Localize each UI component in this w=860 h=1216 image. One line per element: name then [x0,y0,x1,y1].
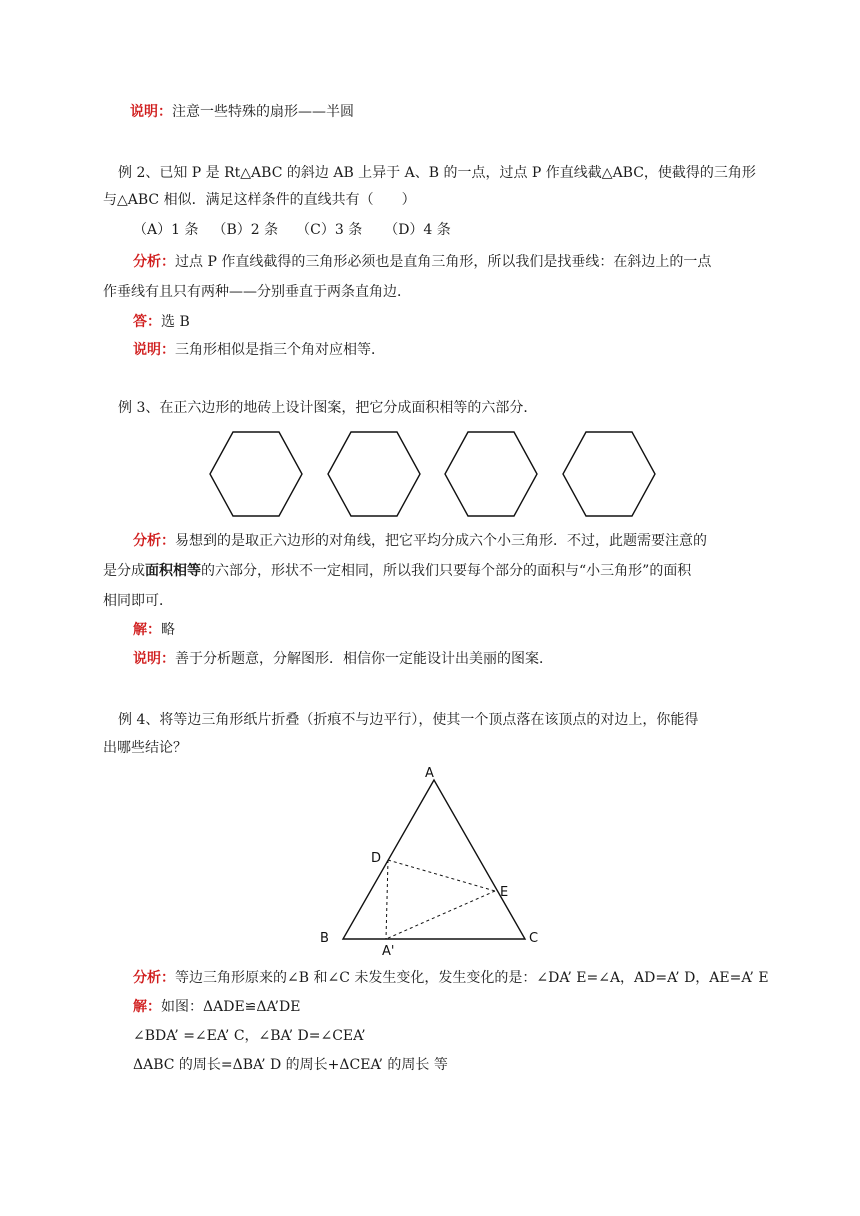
note-1-label: 说明： [130,104,172,120]
example-2-analysis-line-1 [133,252,711,272]
example-3-line-1: 例 3、在正六边形的地砖上设计图案，把它分成面积相等的六部分． [118,400,538,416]
hexagon-2 [328,432,420,516]
solution-label: 解： [133,999,161,1015]
example-2-line-1: 例 2、已知 P 是 Rt△ABC 的斜边 AB 上异于 A、B 的一点，过点 P 作直线截△ABC，使截得的三角形 [118,165,756,181]
analysis-emphasis: 面积相等 [145,563,201,579]
example-2-line-2: 与△ABC 相似．满足这样条件的直线共有（ ） [103,192,416,208]
label-a-prime: A' [382,944,395,959]
analysis-text: 易想到的是取正六边形的对角线，把它平均分成六个小三角形．不过，此题需要注意的 [175,533,707,549]
hexagon-1 [210,432,302,516]
solution-text: 略 [161,622,175,638]
example-3-note [133,649,553,669]
label-e: E [500,885,509,900]
label-c: C [529,931,539,946]
note-text: 善于分析题意，分解图形．相信你一定能设计出美丽的图案． [175,651,553,667]
example-4-line-2: 出哪些结论？ [103,740,187,756]
note-1 [130,102,354,122]
example-3-analysis-line-2 [103,561,691,581]
example-3-solution [133,620,175,640]
analysis-text-pre: 是分成 [103,563,145,579]
hexagon-4 [563,432,655,516]
example-4-solution-line-1 [133,997,300,1017]
analysis-label: 分析： [133,970,175,986]
example-3-analysis-line-3: 相同即可． [103,593,173,609]
example-2-options [133,220,451,240]
example-2-analysis-line-2: 作垂线有且只有两种——分别垂直于两条直角边． [103,284,411,300]
answer-label: 答： [133,314,161,330]
note-1-text: 注意一些特殊的扇形——半圆 [172,104,354,120]
example-2-note [133,340,385,360]
hexagon-3 [445,432,537,516]
analysis-text: 过点 P 作直线截得的三角形必须也是直角三角形，所以我们是找垂线：在斜边上的一点 [175,254,712,270]
analysis-text: 等边三角形原来的∠B 和∠C 未发生变化，发生变化的是：∠DA’ E=∠A，AD=A’ D，AE=A’ E [175,970,769,986]
option-a: （A）1 条 [133,222,199,238]
solution-text: 如图：ΔADE≌ΔA’DE [161,999,301,1015]
example-4-solution-line-3: ΔABC 的周长=ΔBA’ D 的周长+ΔCEA’ 的周长 等 [133,1057,448,1073]
option-c: （C）3 条 [296,222,363,238]
label-d: D [371,851,382,866]
example-3-analysis-line-1 [133,531,707,551]
fold-line-ea [386,891,495,939]
folded-triangle-figure [300,760,560,960]
analysis-label: 分析： [133,254,175,270]
example-4-analysis [133,968,769,988]
label-a: A [425,766,434,781]
note-label: 说明： [133,342,175,358]
example-4-solution-line-2: ∠BDA’ =∠EA’ C，∠BA’ D=∠CEA’ [133,1028,366,1044]
analysis-text-post: 的六部分，形状不一定相同，所以我们只要每个部分的面积与“小三角形”的面积 [201,563,692,579]
analysis-label: 分析： [133,533,175,549]
option-b: （B）2 条 [212,222,279,238]
hexagon-figures [200,428,670,520]
option-d: （D）4 条 [384,222,451,238]
note-label: 说明： [133,651,175,667]
example-2-answer [133,312,190,332]
solution-label: 解： [133,622,161,638]
label-b: B [320,931,329,946]
fold-line-da [386,860,388,939]
answer-text: 选 B [161,314,190,330]
fold-line-de [388,860,495,891]
note-text: 三角形相似是指三个角对应相等． [175,342,385,358]
example-4-line-1: 例 4、将等边三角形纸片折叠（折痕不与边平行），使其一个顶点落在该顶点的对边上，你能得 [118,712,699,728]
